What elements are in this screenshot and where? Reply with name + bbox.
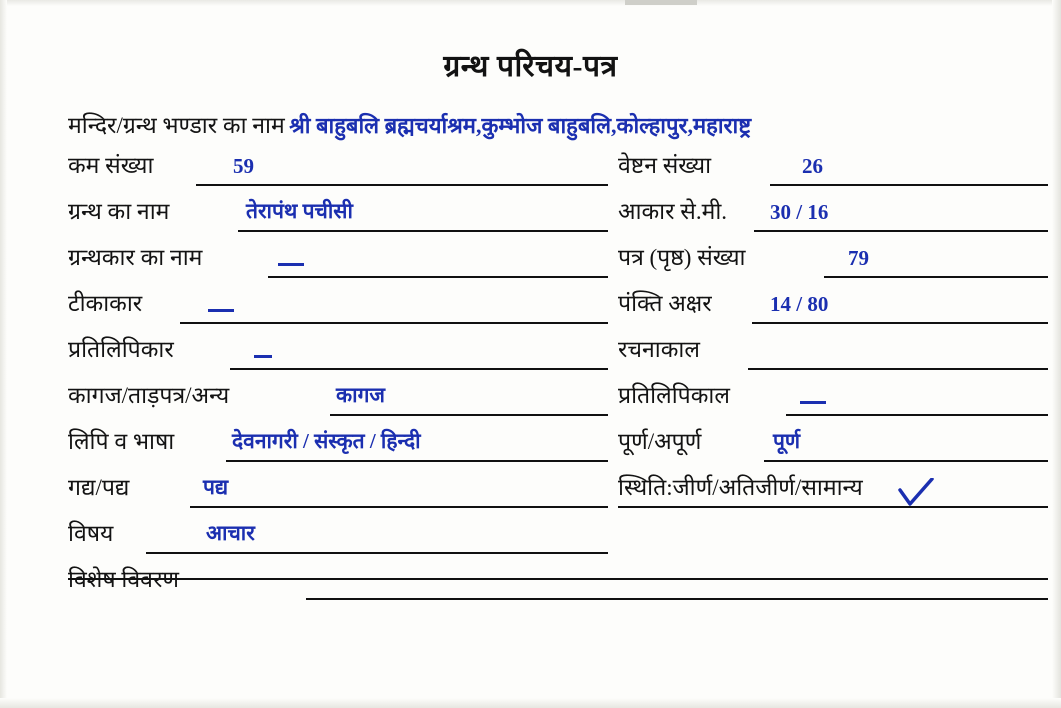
field-row-left-4 [68, 286, 608, 324]
field-label: स्थिति:जीर्ण/अतिजीर्ण/सामान्य [618, 475, 863, 500]
field-rule [748, 368, 1048, 370]
scan-edge-right [1052, 0, 1061, 708]
field-label: आकार से.मी. [618, 199, 728, 224]
field-rule [824, 276, 1048, 278]
field-label: पूर्ण/अपूर्ण [618, 429, 702, 454]
field-row-left-5 [68, 332, 608, 370]
field-rule [764, 460, 1048, 462]
field-dash-mark [278, 263, 304, 266]
field-rule [306, 598, 1048, 600]
field-label: पंक्ति अक्षर [618, 291, 712, 316]
field-row-left-7 [68, 424, 608, 462]
field-label: टीकाकार [68, 291, 143, 316]
field-label: प्रतिलिपिकार [68, 337, 174, 362]
field-dash-mark [208, 309, 234, 312]
field-rule [180, 322, 608, 324]
field-row-left-8 [68, 470, 608, 508]
institution-label: मन्दिर/ग्रन्थ भण्डार का नाम [68, 113, 285, 138]
field-row-left-3 [68, 240, 608, 278]
field-label: प्रतिलिपिकाल [618, 383, 730, 408]
field-value: 14 / 80 [770, 292, 829, 316]
field-label: कागज/ताड़पत्र/अन्य [68, 383, 230, 408]
field-rule [786, 414, 1048, 416]
field-label: ग्रन्थकार का नाम [68, 245, 203, 270]
field-row-right-6 [618, 378, 1048, 416]
field-row-left-9 [68, 516, 608, 554]
field-row-right-2 [618, 194, 1048, 232]
field-row-right-8 [618, 470, 1048, 508]
field-label: रचनाकाल [618, 337, 700, 362]
field-row-left-1 [68, 148, 608, 186]
field-value: 30 / 16 [770, 200, 829, 224]
scan-edge-bottom [0, 698, 1061, 708]
field-value: आचार [206, 521, 255, 545]
field-value: 59 [233, 154, 254, 178]
field-row-special-remarks [68, 562, 1048, 600]
scan-edge-top [0, 0, 1061, 6]
field-dash-mark [254, 355, 272, 358]
field-value: 79 [848, 246, 869, 270]
field-rule [752, 322, 1048, 324]
field-label: गद्य/पद्य [68, 475, 130, 500]
field-label: विषय [68, 521, 114, 546]
field-row-right-7 [618, 424, 1048, 462]
scan-notch [625, 0, 697, 5]
institution-value: श्री बाहुबलि ब्रह्मचर्याश्रम,कुम्भोज बाहुबलि,कोल्हापुर,महाराष्ट्र [289, 113, 752, 138]
field-label: पत्र (पृष्ठ) संख्या [618, 245, 746, 270]
field-row-right-1 [618, 148, 1048, 186]
field-value: तेरापंथ पचीसी [246, 199, 353, 223]
field-value: पूर्ण [773, 429, 801, 453]
field-row-right-3 [618, 240, 1048, 278]
field-rule [146, 552, 608, 554]
field-rule [770, 184, 1048, 186]
field-rule [238, 230, 608, 232]
field-rule [754, 230, 1048, 232]
institution-row [68, 108, 1048, 140]
field-row-left-6 [68, 378, 608, 416]
field-label: ग्रन्थ का नाम [68, 199, 170, 224]
field-rule [330, 414, 608, 416]
field-label: वेष्टन संख्या [618, 153, 712, 178]
field-rule [226, 460, 608, 462]
field-rule [190, 506, 608, 508]
field-label: कम संख्या [68, 153, 154, 178]
field-rule [618, 506, 1048, 508]
field-value: कागज [336, 383, 385, 407]
check-mark-icon [898, 478, 934, 508]
field-rule [196, 184, 608, 186]
field-row-right-4 [618, 286, 1048, 324]
page-title: ग्रन्थ परिचय-पत्र [443, 50, 618, 83]
field-rule [230, 368, 608, 370]
field-label: लिपि व भाषा [68, 429, 175, 454]
field-value: 26 [802, 154, 823, 178]
field-value: पद्य [203, 475, 229, 499]
scan-edge-left [0, 0, 7, 708]
field-value: देवनागरी / संस्कृत / हिन्दी [232, 429, 421, 453]
field-dash-mark [800, 401, 826, 404]
field-rule [268, 276, 608, 278]
field-label: विशेष विवरण [68, 567, 179, 592]
field-row-left-2 [68, 194, 608, 232]
field-row-right-5 [618, 332, 1048, 370]
